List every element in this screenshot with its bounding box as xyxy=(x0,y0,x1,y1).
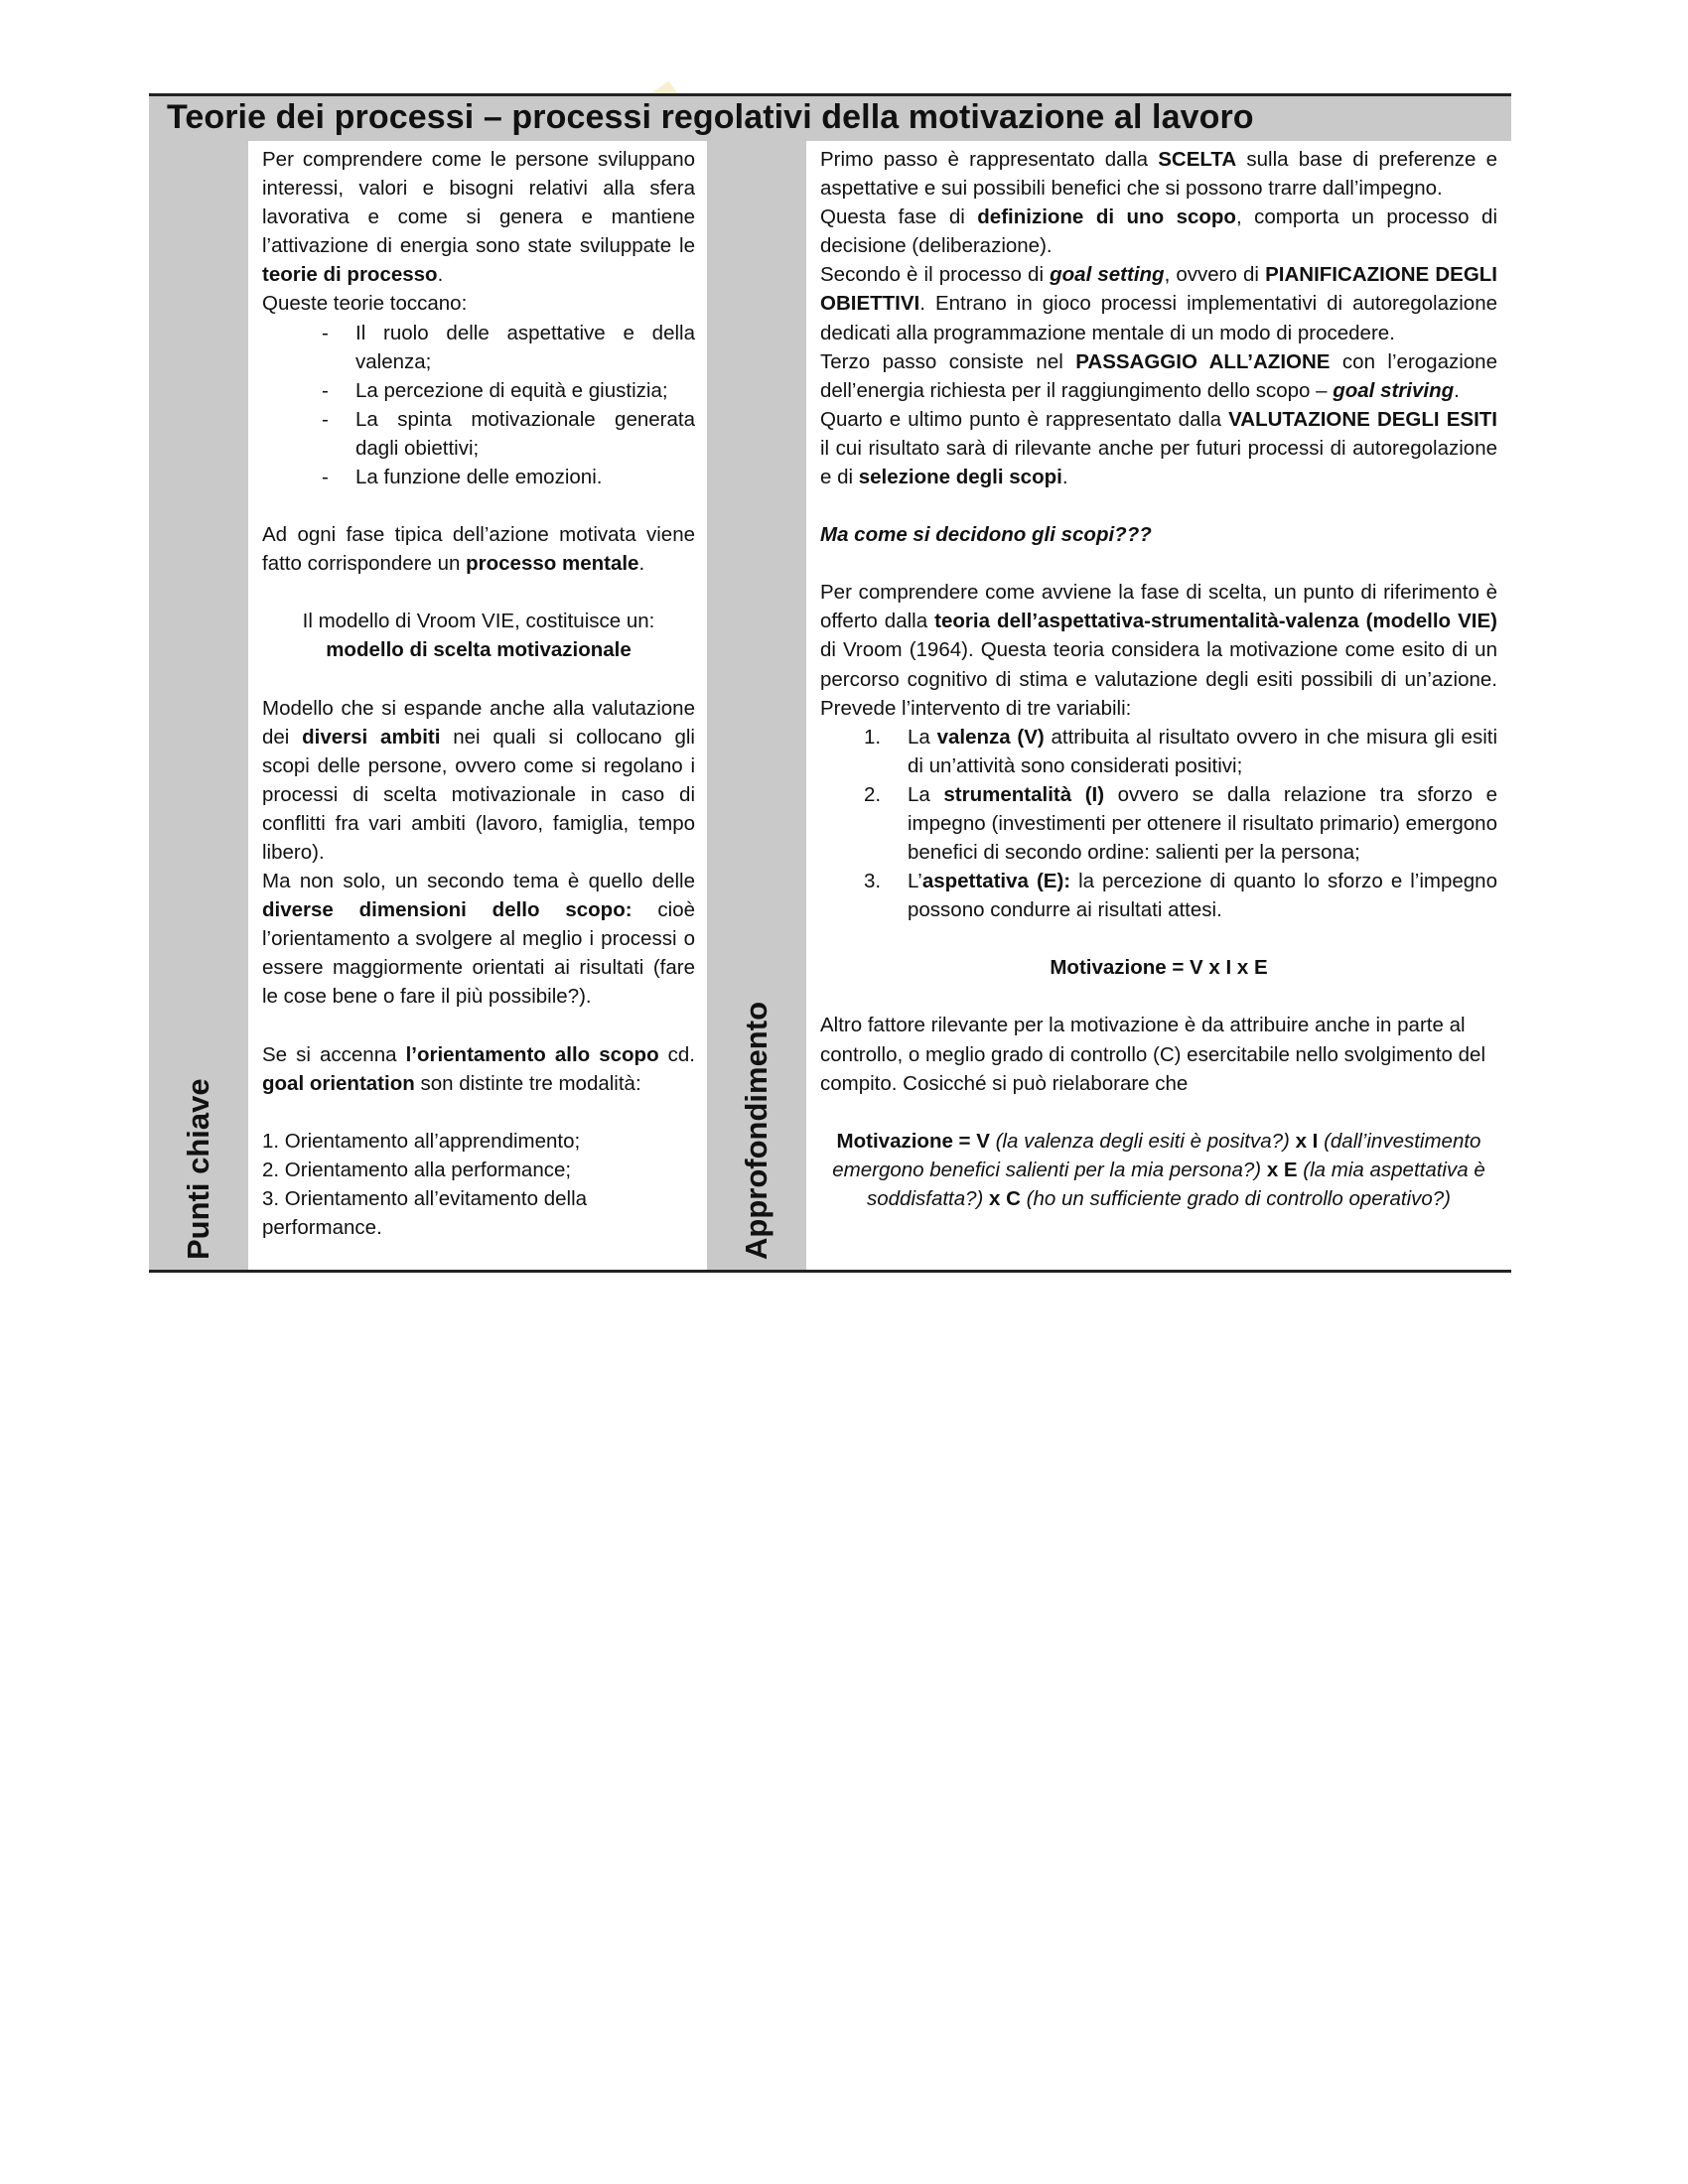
paragraph-scelta: Primo passo è rappresentato dalla SCELTA sulla base di preferenze e aspettative e sui possibili benefici che si possono trarre dall’impegno. xyxy=(820,148,1497,201)
side-label-approfondimento: Approfondimento xyxy=(739,1001,774,1260)
formula-vie: Motivazione = V x I x E xyxy=(1050,956,1268,980)
side-bar-punti-chiave xyxy=(149,141,248,1270)
variables-list xyxy=(820,723,1497,925)
modello-paragraph: Modello che si espande anche alla valutazione dei diversi ambiti nei quali si collocano gli scopi delle persone, ovvero come si regolano i processi di scelta motivazionale in caso di conflitti fra vari ambiti (lavoro, famiglia, tempo libero). xyxy=(262,696,695,864)
side-label-punti-chiave: Punti chiave xyxy=(181,1078,215,1260)
secondo-paragraph: Ma non solo, un secondo tema è quello delle diverse dimensioni dello scopo: cioè l’orientamento a svolgere al meglio i processi o essere maggiormente orientati ai risultati (fare le cose bene o fare il più possibile?). xyxy=(262,870,695,1009)
orientation-paragraph: Se si accenna l’orientamento allo scopo cd. goal orientation son distinte tre modalità: xyxy=(262,1042,695,1095)
paragraph-vie: Per comprendere come avviene la fase di scelta, un punto di riferimento è offerto dalla teoria dell’aspettativa-strumentalità-valenza (modello VIE) di Vroom (1964). Questa teoria considera la motivazione come esito di un percorso cognitivo di stima e valutazione degli esiti possibili di un’azione. Prevede l’intervento di tre variabili: xyxy=(820,581,1497,720)
document-table xyxy=(149,93,1511,1273)
queste-label: Queste teorie toccano: xyxy=(262,292,468,316)
list-item: - Il ruolo delle aspettative e della valenza; xyxy=(322,319,695,376)
list-item: - La percezione di equità e giustizia; xyxy=(322,376,695,405)
mode-item: 2. Orientamento alla performance; xyxy=(262,1158,572,1181)
intro-paragraph: Per comprendere come le persone sviluppano interessi, valori e bisogni relativi alla sfera lavorativa e come si genera e mantiene l’attivazione di energia sono state sviluppate le teorie di processo. xyxy=(262,148,695,287)
vroom-line: Il modello di Vroom VIE, costituisce un: xyxy=(302,610,655,633)
list-item: 3. L’aspettativa (E): la percezione di quanto lo sforzo e l’impegno possono condurre ai risultati attesi. xyxy=(864,870,1497,922)
mode-item: 1. Orientamento all’apprendimento; xyxy=(262,1129,581,1153)
list-item: 2. La strumentalità (I) ovvero se dalla relazione tra sforzo e impegno (investimenti per ottenere il risultato primario) emergono benefici di secondo ordine: salienti per la persona; xyxy=(864,782,1497,865)
key-points-column xyxy=(248,141,707,1270)
list-item: - La funzione delle emozioni. xyxy=(322,463,695,491)
fase-paragraph: Ad ogni fase tipica dell’azione motivata viene fatto corrispondere un processo mentale. xyxy=(262,523,695,576)
mode-item: 3. Orientamento all’evitamento della performance. xyxy=(262,1186,588,1239)
paragraph-controllo: Altro fattore rilevante per la motivazione è da attribuire anche in parte al controllo, o meglio grado di controllo (C) esercitabile nello svolgimento del compito. Cosicché si può rielaborare che xyxy=(820,1014,1486,1095)
theories-list xyxy=(262,319,695,492)
formula-extended: Motivazione = V (la valenza degli esiti è positva?) x I (dall’investimento emergono benefici salienti per la mia persona?) x E (la mia aspettativa è soddisfatta?) x C (ho un sufficiente grado di controllo operativo?) xyxy=(832,1129,1485,1210)
paragraph-azione: Terzo passo consiste nel PASSAGGIO ALL’AZIONE con l’erogazione dell’energia richiesta per il raggiungimento dello scopo – goal striving. xyxy=(820,349,1497,402)
page-title: Teorie dei processi – processi regolativi della motivazione al lavoro xyxy=(149,96,1511,141)
deep-dive-column xyxy=(806,141,1511,1270)
list-item: 1. La valenza (V) attribuita al risultato ovvero in che misura gli esiti di un’attività sono considerati positivi; xyxy=(864,725,1497,777)
question-heading: Ma come si decidono gli scopi??? xyxy=(820,523,1152,547)
list-item: - La spinta motivazionale generata dagli obiettivi; xyxy=(322,405,695,463)
vroom-bold: modello di scelta motivazionale xyxy=(326,638,632,662)
paragraph-scopo: Questa fase di definizione di uno scopo, comporta un processo di decisione (deliberazione). xyxy=(820,205,1498,258)
paragraph-goal-setting: Secondo è il processo di goal setting, ovvero di PIANIFICAZIONE DEGLI OBIETTIVI. Entrano in gioco processi implementativi di autoregolazione dedicati alla programmazione mentale di un modo di procedere. xyxy=(820,263,1497,344)
side-bar-approfondimento xyxy=(707,141,806,1270)
paragraph-valutazione: Quarto e ultimo punto è rappresentato dalla VALUTAZIONE DEGLI ESITI il cui risultato sarà di rilevante anche per futuri processi di autoregolazione e di selezione degli scopi. xyxy=(820,407,1497,489)
